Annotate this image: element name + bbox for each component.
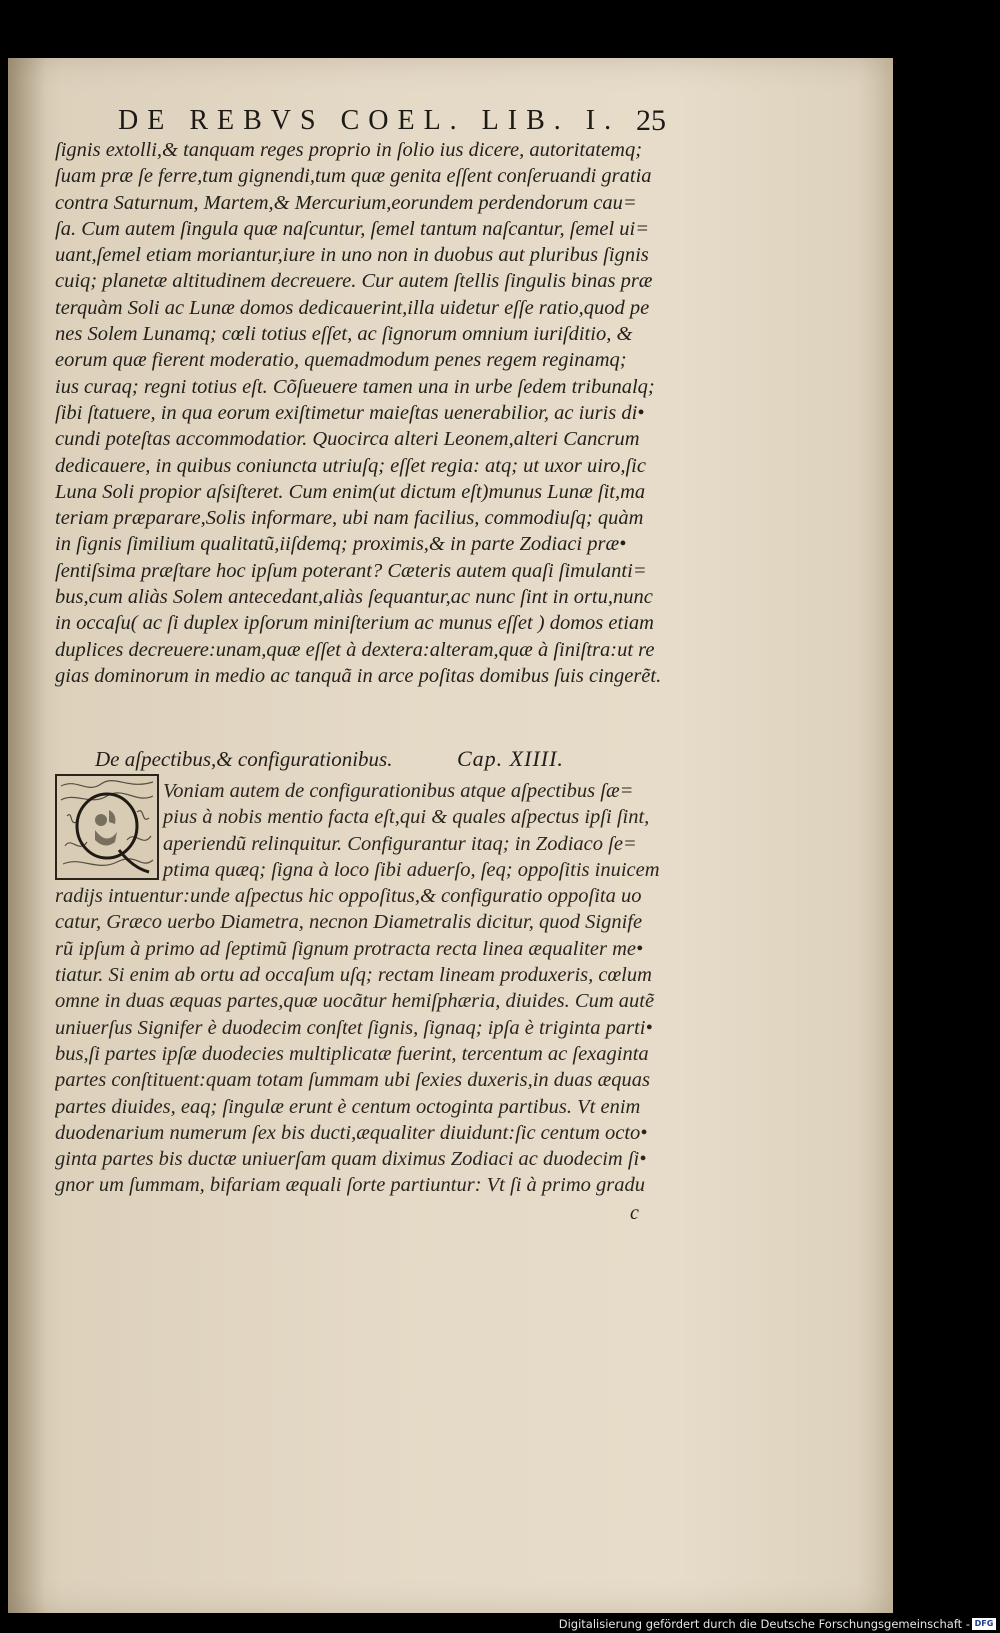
text-line: duodenarium numerum ſex bis ducti,æqualiter diuidunt:ſic centum octo• [55,1121,648,1144]
text-line: bus,ſi partes ipſæ duodecies multiplicatæ fuerint, tercentum ac ſexaginta [55,1042,649,1065]
text-line: contra Saturnum, Martem,& Mercurium,eorundem perdendorum cau= [55,191,637,214]
text-line: ſibi ſtatuere, in qua eorum exiſtimetur maieſtas uenerabilior, ac iuris di• [55,401,645,424]
text-line: ptima quæq; ſigna à loco ſibi aduerſo, ſeq; oppoſitis inuicem [163,858,660,881]
text-line: uniuerſus Signifer è duodecim conſtet ſignis, ſignaq; ipſa è triginta parti• [55,1016,653,1039]
text-line: ſa. Cum autem ſingula quæ naſcuntur, ſemel tantum naſcantur, ſemel ui= [55,217,650,240]
text-line: Voniam autem de configurationibus atque aſpectibus ſæ= [163,780,634,802]
running-head: DE REBVS COEL. LIB. I. [118,105,621,136]
page-number: 25 [636,104,666,137]
text-line: partes conſtituent:quam totam ſummam ubi ſexies duxeris,in duas æquas [55,1069,651,1092]
funding-notice: Digitalisierung gefördert durch die Deutsche Forschungsgemeinschaft - [558,1617,970,1631]
text-line: omne in duas æquas partes,quæ uocãtur hemiſphæria, diuides. Cum autẽ [55,990,655,1013]
text-line: in occaſu( ac ſi duplex ipſorum miniſterium ac munus eſſet ) domos etiam [55,612,654,635]
text-line: bus,cum aliàs Solem antecedant,aliàs ſequantur,ac nunc ſint in ortu,nunc [55,586,653,609]
text-line: pius à nobis mentio facta eſt,qui & quales aſpectus ipſi ſint, [163,806,650,829]
text-line: duplices decreuere:unam,quæ eſſet à dextera:alteram,quæ à ſiniſtra:ut re [55,638,655,661]
dfg-logo: DFG [972,1618,996,1630]
text-line: terquàm Soli ac Lunæ domos dedicauerint,illa uidetur eſſe ratio,quod pe [55,296,650,319]
text-line: catur, Græco uerbo Diametra, necnon Diametralis dicitur, quod Signife [55,911,643,934]
signature-mark: c [630,1202,639,1224]
paragraph-2 [55,778,669,1199]
text-line: rũ ipſum à primo ad ſeptimũ ſignum protracta recta linea æqualiter me• [55,937,644,960]
text-line: ſignis extolli,& tanquam reges proprio in ſolio ius dicere, autoritatemq; [55,139,643,161]
text-line: nes Solem Lunamq; cœli totius eſſet, ac ſignorum omnium iuriſditio, & [55,323,633,346]
text-line: partes diuides, eaq; ſingulæ erunt è centum octoginta partibus. Vt enim [55,1095,641,1118]
text-line: aperiendũ relinquitur. Configurantur itaq; in Zodiaco ſe= [163,832,637,855]
text-line: radijs intuentur:unde aſpectus hic oppoſitus,& configuratio oppoſita uo [55,885,642,908]
text-line: cundi poteſtas accommodatior. Quocirca alteri Leonem,alteri Cancrum [55,428,640,451]
text-line: teriam præparare,Solis informare, ubi nam facilius, commodiuſq; quàm [55,507,644,530]
text-line: dedicauere, in quibus coniuncta utriuſq; eſſet regia: atq; ut uxor uiro,ſic [55,454,646,477]
chapter-heading [95,747,675,772]
text-line: ginta partes bis ductæ uniuerſam quam diximus Zodiaci ac duodecim ſi• [55,1148,647,1171]
text-line: gias dominorum in medio ac tanquã in arce poſitas domibus ſuis cingerẽt. [55,664,662,687]
text-line: in ſignis ſimilium qualitatũ,iiſdemq; proximis,& in parte Zodiaci præ• [55,533,627,556]
text-line: ſentiſsima præſtare hoc ipſum poterant? Cæteris autem quaſi ſimulanti= [55,559,647,582]
text-line: ſuam præ ſe ferre,tum gignendi,tum quæ genita eſſent conſeruandi gratia [55,165,652,188]
text-line: gnor um ſummam, bifariam æquali ſorte partiuntur: Vt ſi à primo gradu [55,1174,645,1197]
chapter-title: De aſpectibus,& configurationibus. [95,747,393,771]
text-line: uant,ſemel etiam moriantur,iure in uno non in duobus aut pluribus ſignis [55,244,649,267]
text-line: ius curaq; regni totius eſt. Cõſueuere tamen una in urbe ſedem tribunalq; [55,375,655,398]
chapter-number: Cap. XIIII. [457,746,564,771]
text-line: cuiq; planetæ altitudinem decreuere. Cur autem ſtellis ſingulis binas præ [55,270,653,293]
text-line: eorum quæ fierent moderatio, quemadmodum penes regem reginamq; [55,349,627,372]
paragraph-1 [55,137,665,689]
text-line: Luna Soli propior aſsiſteret. Cum enim(ut dictum eſt)munus Lunæ ſit,ma [55,480,646,503]
text-line: tiatur. Si enim ab ortu ad occaſum uſq; rectam lineam produxeris, cœlum [55,964,652,987]
